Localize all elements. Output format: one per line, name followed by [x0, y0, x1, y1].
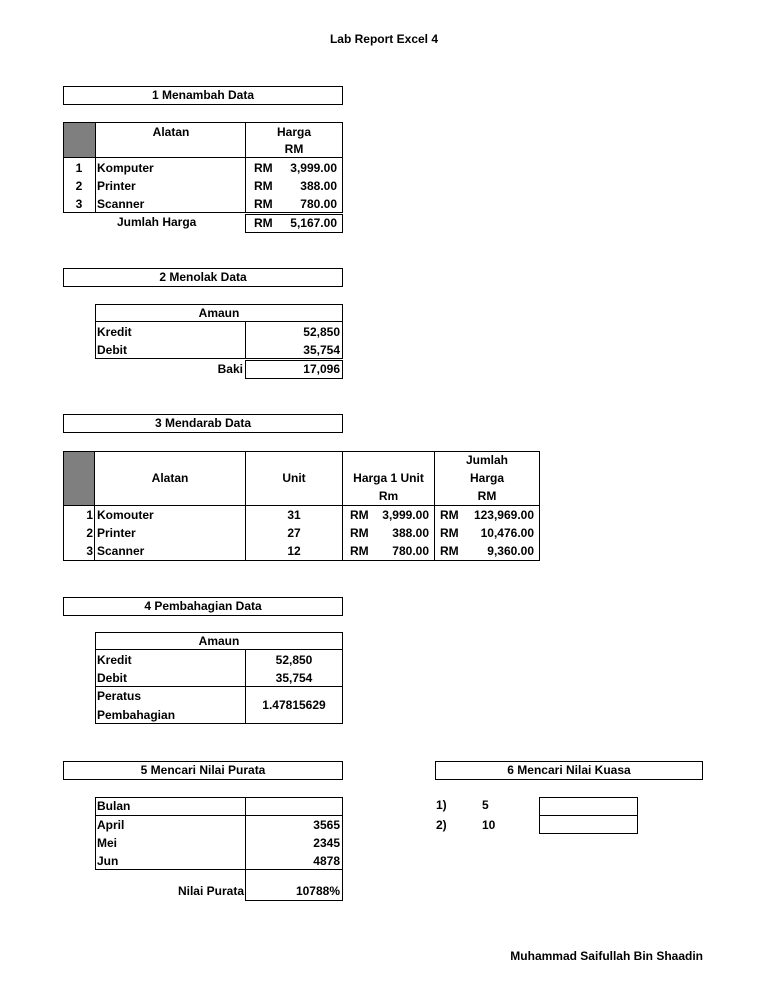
row-no: 2 [86, 526, 93, 540]
table-menambah-data [63, 122, 343, 233]
row-price: 3,999.00 [382, 508, 429, 522]
row-val: 3,999.00 [290, 161, 337, 175]
result-cell [539, 797, 638, 816]
row-cur1: RM [350, 526, 369, 540]
table-mendarab-data [63, 451, 540, 561]
row-cur: RM [254, 179, 273, 193]
total-cur: RM [254, 216, 273, 230]
col-harga1: Harga 1 Unit [353, 471, 424, 485]
row-unit: 27 [287, 526, 301, 540]
section-1-heading: 1 Menambah Data [63, 86, 343, 105]
kuasa-index: 2) [436, 818, 447, 832]
kuasa-value: 10 [482, 818, 496, 832]
row-total: 10,476.00 [480, 526, 534, 540]
peratus-label-2: Pembahagian [97, 708, 176, 722]
amaun-header: Amaun [198, 306, 240, 320]
table-pembahagian-data [95, 632, 343, 724]
section-3-heading: 3 Mendarab Data [63, 414, 343, 433]
col-alatan: Alatan [152, 125, 190, 139]
header-shade [63, 122, 96, 158]
col-jumlah: Jumlah [465, 453, 508, 467]
col-alatan: Alatan [151, 471, 189, 485]
debit-label: Debit [97, 671, 127, 685]
row-name: Komputer [97, 161, 154, 175]
row-val: 3565 [313, 818, 340, 832]
kuasa-index: 1) [436, 798, 447, 812]
col-jumlah-2: Harga [469, 471, 504, 485]
kredit-label: Kredit [97, 325, 132, 339]
section-5-heading: 5 Mencari Nilai Purata [63, 761, 343, 780]
row-no: 1 [75, 161, 83, 175]
row-label: April [97, 818, 125, 832]
kredit-label: Kredit [97, 653, 132, 667]
table-menolak-data [95, 304, 343, 379]
author-name: Muhammad Saifullah Bin Shaadin [510, 949, 703, 963]
result-cell [539, 815, 638, 834]
row-price: 388.00 [392, 526, 429, 540]
debit-label: Debit [97, 343, 127, 357]
row-name: Printer [97, 526, 136, 540]
col-jumlah-unit: RM [477, 489, 497, 503]
row-no: 1 [86, 508, 93, 522]
row-no: 2 [75, 179, 83, 193]
row-name: Printer [97, 179, 136, 193]
col-harga-unit: RM [284, 142, 304, 156]
table-nilai-purata [95, 797, 343, 901]
baki-val: 17,096 [303, 362, 340, 376]
kredit-val: 52,850 [303, 325, 340, 339]
debit-val: 35,754 [275, 671, 313, 685]
bulan-label: Bulan [97, 799, 131, 813]
row-name: Scanner [97, 544, 145, 558]
col-unit: Unit [282, 471, 306, 485]
row-name: Komouter [97, 508, 154, 522]
total-val: 5,167.00 [290, 216, 337, 230]
table-nilai-kuasa [436, 796, 638, 834]
debit-val: 35,754 [303, 343, 340, 357]
page-title: Lab Report Excel 4 [329, 32, 439, 46]
purata-val: 10788% [295, 884, 340, 898]
row-total: 9,360.00 [487, 544, 534, 558]
total-label: Jumlah Harga [117, 215, 197, 229]
row-no: 3 [75, 197, 83, 211]
header-shade [64, 452, 95, 506]
section-4-heading: 4 Pembahagian Data [63, 597, 343, 616]
peratus-val: 1.47815629 [262, 698, 326, 712]
row-val: 4878 [313, 854, 340, 868]
row-cur1: RM [350, 544, 369, 558]
row-name: Scanner [97, 197, 145, 211]
row-cur2: RM [440, 526, 459, 540]
amaun-header: Amaun [198, 634, 240, 648]
row-total: 123,969.00 [473, 508, 534, 522]
row-cur2: RM [440, 508, 459, 522]
kredit-val: 52,850 [275, 653, 313, 667]
row-price: 780.00 [392, 544, 429, 558]
row-label: Mei [97, 836, 118, 850]
section-6-heading: 6 Mencari Nilai Kuasa [435, 761, 703, 780]
row-cur1: RM [350, 508, 369, 522]
col-harga: Harga [276, 125, 311, 139]
purata-label: Nilai Purata [177, 884, 244, 898]
col-harga1-unit: Rm [378, 489, 399, 503]
row-cur: RM [254, 197, 273, 211]
row-cur2: RM [440, 544, 459, 558]
row-unit: 12 [287, 544, 301, 558]
row-label: Jun [97, 854, 119, 868]
row-val: 780.00 [300, 197, 337, 211]
row-cur: RM [254, 161, 273, 175]
row-val: 388.00 [300, 179, 337, 193]
row-unit: 31 [287, 508, 301, 522]
kuasa-value: 5 [482, 798, 489, 812]
row-val: 2345 [313, 836, 340, 850]
section-2-heading: 2 Menolak Data [63, 268, 343, 287]
baki-label: Baki [217, 362, 243, 376]
peratus-label-1: Peratus [97, 689, 142, 703]
row-no: 3 [86, 544, 93, 558]
